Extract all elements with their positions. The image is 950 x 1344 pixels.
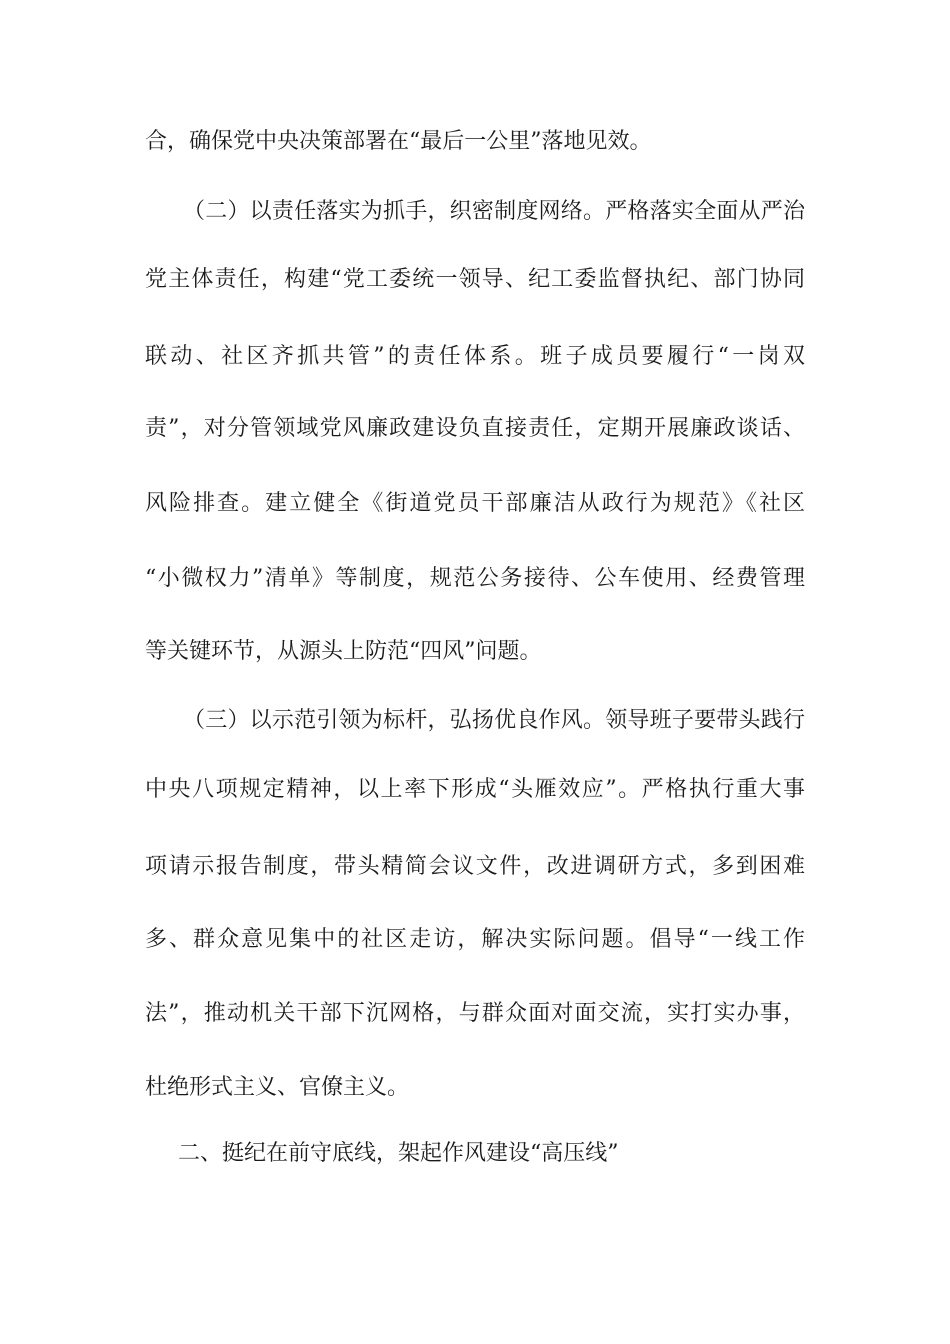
- paragraph-line: 法”，推动机关干部下沉网格，与群众面对面交流，实打实办事，: [145, 1001, 805, 1026]
- paragraph-line: 杜绝形式主义、官僚主义。: [145, 1075, 410, 1100]
- section-heading: 二、挺纪在前守底线，架起作风建设“高压线”: [178, 1141, 619, 1166]
- paragraph-line: 风险排查。建立健全《街道党员干部廉洁从政行为规范》《社区: [145, 491, 805, 516]
- paragraph-line: 等关键环节，从源头上防范“四风”问题。: [145, 639, 542, 664]
- paragraph-line: 中央八项规定精神，以上率下形成“头雁效应”。严格执行重大事: [145, 777, 805, 802]
- section-two-first-line: （二）以责任落实为抓手，织密制度网络。严格落实全面从严治: [183, 199, 805, 224]
- paragraph-line: 多、群众意见集中的社区走访，解决实际问题。倡导“一线工作: [145, 927, 805, 952]
- paragraph-line: 责”，对分管领域党风廉政建设负直接责任，定期开展廉政谈话、: [145, 416, 805, 441]
- paragraph-line: 项请示报告制度，带头精简会议文件，改进调研方式，多到困难: [145, 854, 805, 879]
- paragraph-line: 党主体责任，构建“党工委统一领导、纪工委监督执纪、部门协同: [145, 267, 805, 292]
- paragraph-line: 合，确保党中央决策部署在“最后一公里”落地见效。: [145, 129, 652, 154]
- paragraph-line: “小微权力”清单》等制度，规范公务接待、公车使用、经费管理: [145, 566, 805, 591]
- section-three-first-line: （三）以示范引领为标杆，弘扬优良作风。领导班子要带头践行: [183, 708, 805, 733]
- paragraph-line: 联动、社区齐抓共管”的责任体系。班子成员要履行“一岗双: [145, 344, 805, 369]
